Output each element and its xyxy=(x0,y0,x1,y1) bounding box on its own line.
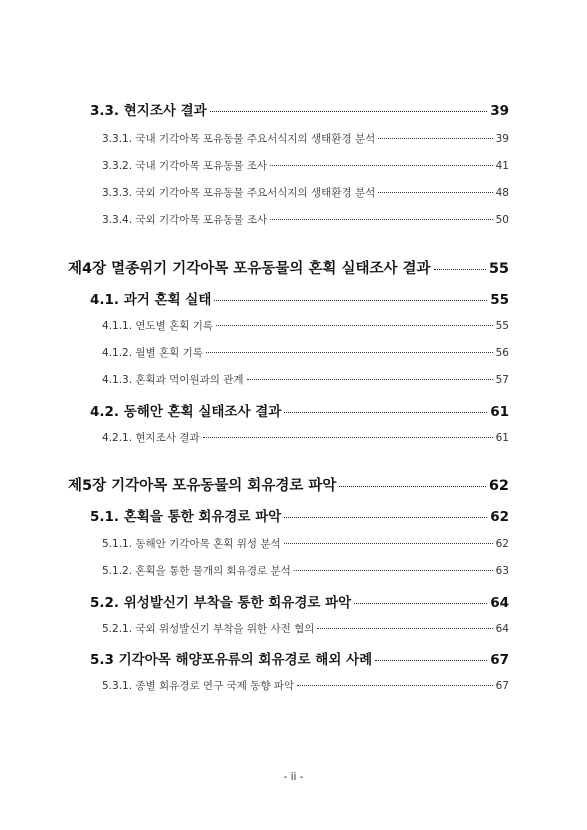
toc-entry-page: 55 xyxy=(488,261,509,277)
toc-entry-page: 67 xyxy=(495,680,509,692)
dot-leader xyxy=(247,379,493,380)
dot-leader xyxy=(434,269,486,270)
dot-leader xyxy=(203,437,493,438)
toc-entry-title: 3.3. 현지조사 결과 xyxy=(90,103,207,119)
toc-entry-3-3[interactable] xyxy=(90,99,509,119)
toc-entry-title: 4.1.1. 연도별 혼획 기록 xyxy=(102,320,214,332)
dot-leader xyxy=(284,543,493,544)
toc-entry-page: 61 xyxy=(490,404,509,420)
dot-leader xyxy=(354,603,487,604)
toc-entry-title: 5.2.1. 국외 위성발신기 부착을 위한 사전 협의 xyxy=(102,623,315,635)
toc-entry-page: 62 xyxy=(495,538,509,550)
toc-entry-title: 5.1.1. 동해안 기각아목 혼획 위성 분석 xyxy=(102,538,281,550)
dot-leader xyxy=(378,138,492,139)
dot-leader xyxy=(284,412,487,413)
toc-entry-chapter-5[interactable] xyxy=(68,474,509,495)
toc-entry-page: 56 xyxy=(495,347,509,359)
toc-entry-page: 64 xyxy=(495,623,509,635)
toc-entry-page: 62 xyxy=(490,509,509,525)
toc-entry-4-1[interactable] xyxy=(90,288,509,308)
toc-entry-page: 55 xyxy=(495,320,509,332)
dot-leader xyxy=(375,660,487,661)
toc-entry-page: 57 xyxy=(495,374,509,386)
toc-entry-page: 41 xyxy=(495,160,509,172)
toc-entry-page: 61 xyxy=(495,432,509,444)
toc-entry-title: 3.3.2. 국내 기각아목 포유동물 조사 xyxy=(102,160,268,172)
toc-entry-5-2-1[interactable] xyxy=(102,621,509,636)
dot-leader xyxy=(294,570,493,571)
toc-entry-title: 4.2. 동해안 혼획 실태조사 결과 xyxy=(90,404,282,420)
dot-leader xyxy=(270,219,493,220)
toc-entry-3-3-1[interactable] xyxy=(102,131,509,146)
toc-entry-page: 39 xyxy=(490,103,509,119)
toc-entry-5-1-2[interactable] xyxy=(102,563,509,578)
dot-leader xyxy=(216,325,493,326)
toc-entry-3-3-3[interactable] xyxy=(102,185,509,200)
page-number-footer: - ii - xyxy=(283,771,304,783)
dot-leader xyxy=(317,628,492,629)
toc-entry-page: 62 xyxy=(488,478,509,494)
toc-entry-3-3-4[interactable] xyxy=(102,212,509,227)
toc-entry-title: 3.3.1. 국내 기각아목 포유동물 주요서식지의 생태환경 분석 xyxy=(102,133,376,145)
toc-entry-title: 3.3.3. 국외 기각아목 포유동물 주요서식지의 생태환경 분석 xyxy=(102,187,376,199)
toc-entry-4-1-3[interactable] xyxy=(102,372,509,387)
toc-entry-page: 63 xyxy=(495,565,509,577)
toc-entry-5-2[interactable] xyxy=(90,591,509,611)
toc-entry-title: 5.3.1. 종별 회유경로 연구 국제 동향 파악 xyxy=(102,680,295,692)
toc-entry-page: 67 xyxy=(490,652,509,668)
toc-entry-title: 5.2. 위성발신기 부착을 통한 회유경로 파악 xyxy=(90,595,352,611)
dot-leader xyxy=(378,192,492,193)
toc-entry-title: 4.1. 과거 혼획 실태 xyxy=(90,292,212,308)
toc-entry-5-1[interactable] xyxy=(90,505,509,525)
dot-leader xyxy=(214,300,487,301)
toc-entry-title: 5.1.2. 혼획을 통한 물개의 회유경로 분석 xyxy=(102,565,291,577)
toc-entry-title: 제5장 기각아목 포유동물의 회유경로 파악 xyxy=(68,478,337,494)
toc-entry-5-3[interactable] xyxy=(90,648,509,668)
toc-entry-title: 제4장 멸종위기 기각아목 포유동물의 혼획 실태조사 결과 xyxy=(68,261,431,277)
dot-leader xyxy=(297,685,493,686)
toc-entry-title: 5.1. 혼획을 통한 회유경로 파악 xyxy=(90,509,282,525)
dot-leader xyxy=(284,517,487,518)
toc-entry-title: 4.1.3. 혼획과 먹이원과의 관계 xyxy=(102,374,244,386)
toc-entry-page: 55 xyxy=(490,292,509,308)
toc-entry-4-1-1[interactable] xyxy=(102,318,509,333)
toc-entry-page: 64 xyxy=(490,595,509,611)
toc-entry-page: 48 xyxy=(495,187,509,199)
dot-leader xyxy=(210,111,488,112)
toc-entry-5-1-1[interactable] xyxy=(102,536,509,551)
toc-entry-title: 5.3 기각아목 해양포유류의 회유경로 해외 사례 xyxy=(90,652,373,668)
dot-leader xyxy=(270,165,493,166)
toc-entry-3-3-2[interactable] xyxy=(102,158,509,173)
dot-leader xyxy=(206,352,493,353)
toc-entry-page: 39 xyxy=(495,133,509,145)
toc-entry-title: 4.1.2. 월별 혼획 기록 xyxy=(102,347,203,359)
toc-entry-5-3-1[interactable] xyxy=(102,678,509,693)
toc-entry-chapter-4[interactable] xyxy=(68,257,509,278)
toc-entry-title: 3.3.4. 국외 기각아목 포유동물 조사 xyxy=(102,214,268,226)
toc-entry-4-1-2[interactable] xyxy=(102,345,509,360)
toc-entry-4-2[interactable] xyxy=(90,400,509,420)
dot-leader xyxy=(339,486,485,487)
toc-entry-4-2-1[interactable] xyxy=(102,430,509,445)
toc-entry-title: 4.2.1. 현지조사 결과 xyxy=(102,432,200,444)
toc-entry-page: 50 xyxy=(495,214,509,226)
